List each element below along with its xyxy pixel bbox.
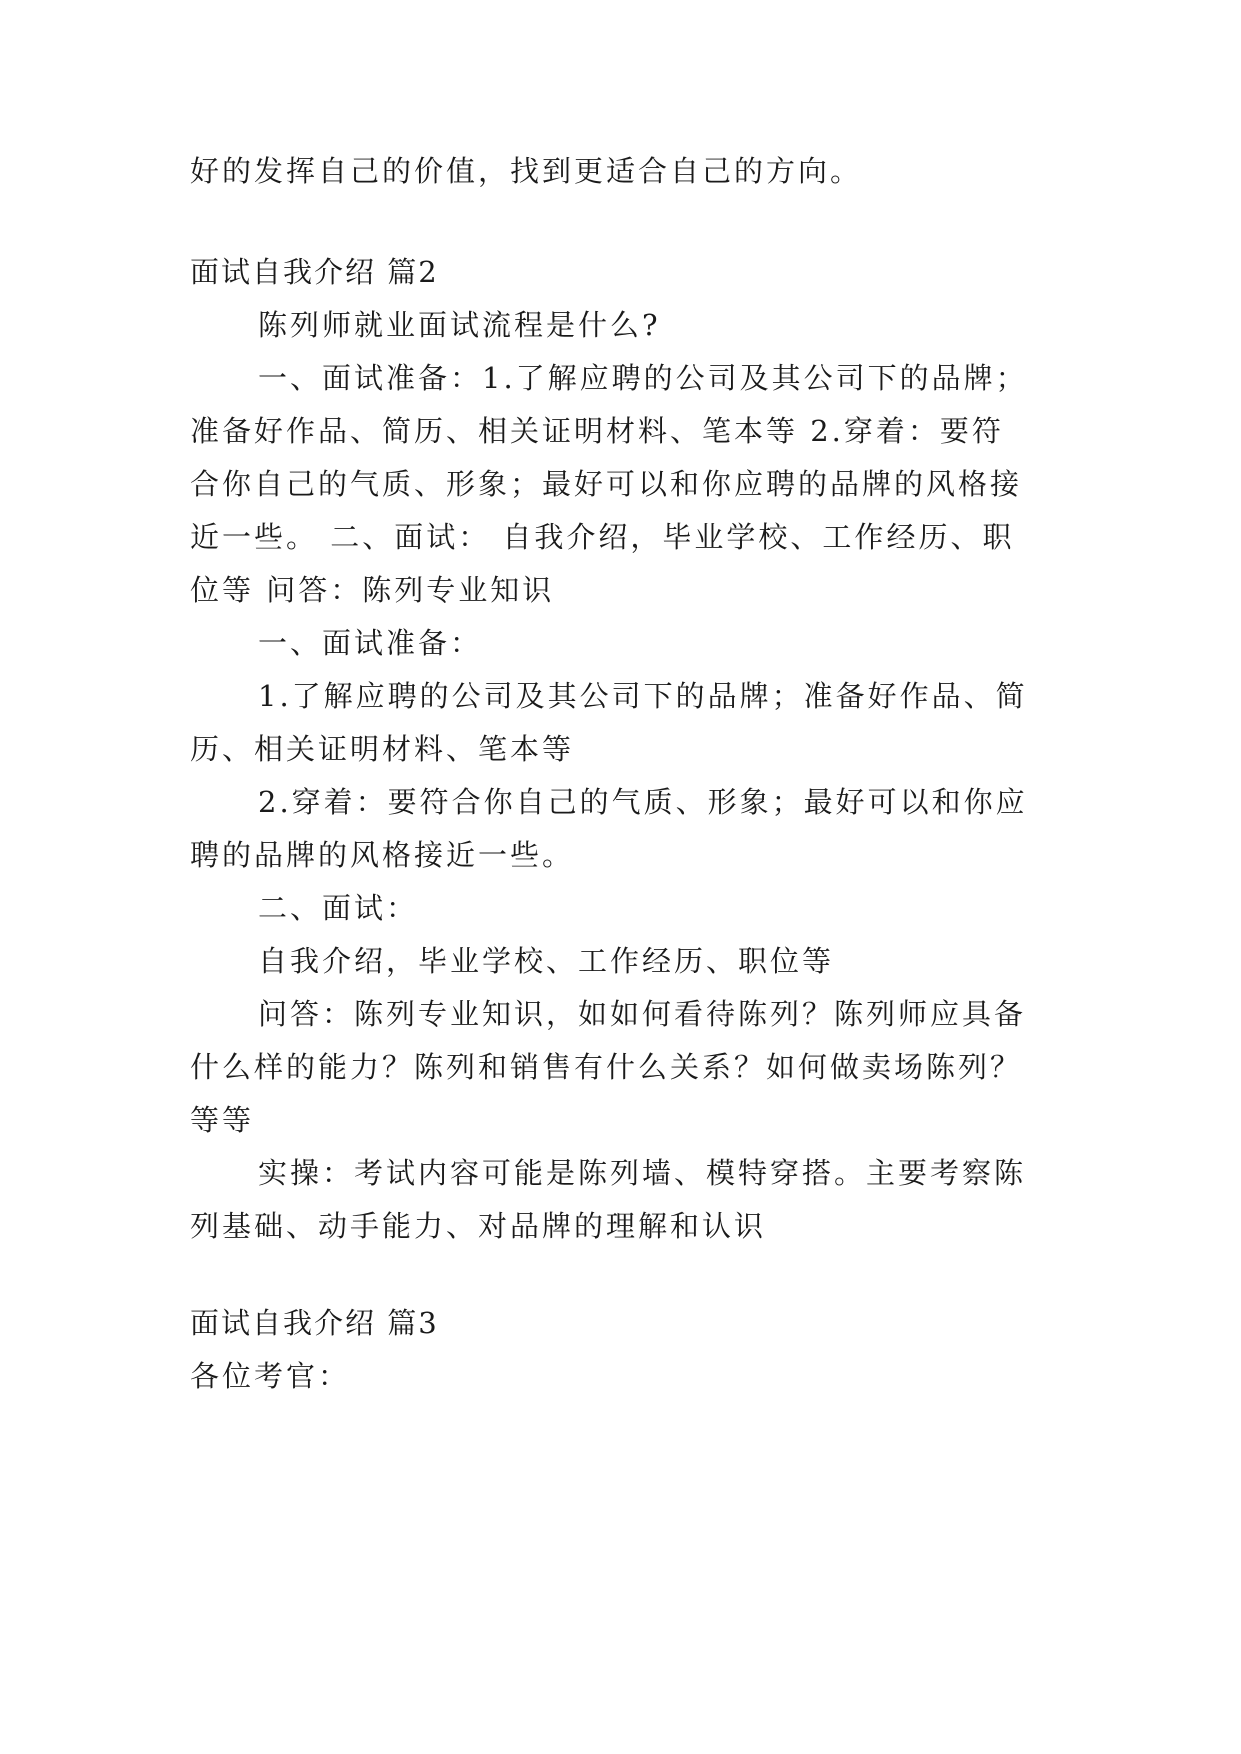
paragraph-line: 近一些。 二、面试： 自我介绍，毕业学校、工作经历、职	[190, 520, 1015, 554]
paragraph-line: 合你自己的气质、形象；最好可以和你应聘的品牌的风格接	[190, 467, 1023, 501]
paragraph-line: 实操：考试内容可能是陈列墙、模特穿搭。主要考察陈	[258, 1156, 1027, 1190]
paragraph-line: 2.穿着：要符合你自己的气质、形象；最好可以和你应	[258, 785, 1028, 819]
paragraph-line: 各位考官：	[190, 1359, 351, 1393]
section-heading: 面试自我介绍 篇3	[190, 1306, 439, 1340]
paragraph-line: 历、相关证明材料、笔本等	[190, 732, 575, 766]
paragraph-line: 好的发挥自己的价值，找到更适合自己的方向。	[190, 154, 863, 188]
paragraph-line: 聘的品牌的风格接近一些。	[190, 838, 575, 872]
paragraph-line: 列基础、动手能力、对品牌的理解和认识	[190, 1209, 767, 1243]
paragraph-line: 什么样的能力？陈列和销售有什么关系？如何做卖场陈列？	[190, 1050, 1023, 1084]
paragraph-line: 位等 问答：陈列专业知识	[190, 573, 555, 607]
paragraph-line: 问答：陈列专业知识，如如何看待陈列？陈列师应具备	[258, 997, 1027, 1031]
paragraph-line: 1.了解应聘的公司及其公司下的品牌；准备好作品、简	[258, 679, 1028, 713]
paragraph-line: 准备好作品、简历、相关证明材料、笔本等 2.穿着：要符	[190, 414, 1004, 448]
section-heading: 面试自我介绍 篇2	[190, 255, 439, 289]
paragraph-line: 一、面试准备：1.了解应聘的公司及其公司下的品牌；	[258, 361, 1028, 395]
paragraph-line: 二、面试：	[258, 891, 419, 925]
paragraph-line: 等等	[190, 1103, 255, 1137]
paragraph-line: 陈列师就业面试流程是什么?	[258, 308, 661, 342]
paragraph-line: 自我介绍，毕业学校、工作经历、职位等	[258, 944, 835, 978]
paragraph-line: 一、面试准备：	[258, 626, 483, 660]
